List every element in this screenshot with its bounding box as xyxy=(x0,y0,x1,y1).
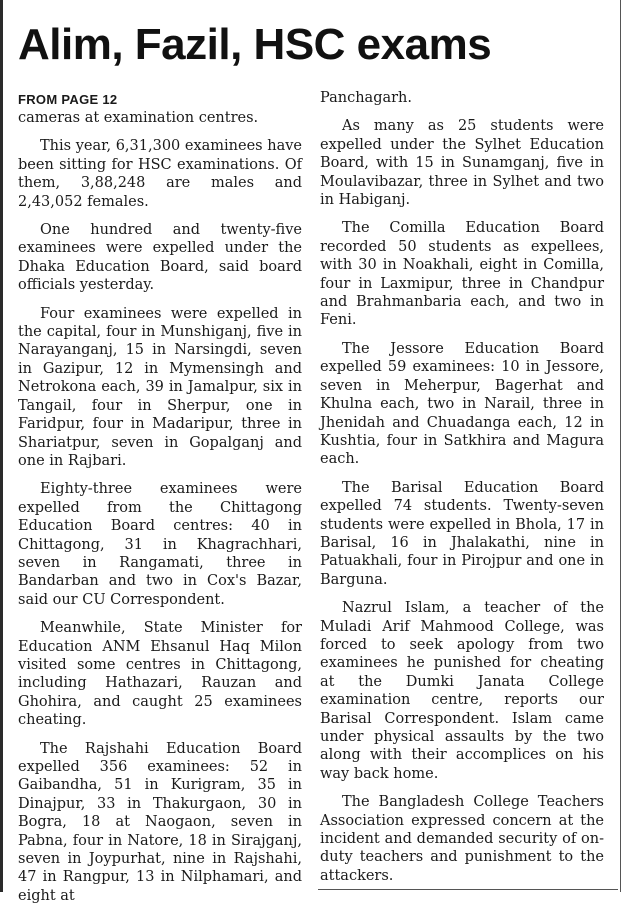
paragraph: The Comilla Education Board recorded 50 students as expellees, with 30 in Noakhali, eight in Comilla, four in Laxmipur, three in Chandpur and Brahmanbaria each, and two in Feni. xyxy=(320,220,604,329)
paragraph: As many as 25 students were expelled under the Sylhet Education Board, with 15 in Sunamganj, five in Moulavibazar, three in Sylhet and two in Habiganj. xyxy=(320,118,604,209)
paragraph: Eighty-three examinees were expelled from the Chittagong Education Board centres: 40 in Chittagong, 31 in Khagrachhari, seven in Rangamati, three in Bandarban and two in Cox's Bazar, said our CU Correspondent. xyxy=(18,481,302,608)
paragraph: The Bangladesh College Teachers Association expressed concern at the incident and demanded security of on-duty teachers and punishment to the attackers. xyxy=(320,794,604,884)
right-border-rule xyxy=(620,0,621,892)
paragraph: cameras at examination centres. xyxy=(18,110,259,126)
headline: Alim, Fazil, HSC exams xyxy=(18,20,492,69)
continuation-kicker: FROM PAGE 12 xyxy=(18,92,118,107)
paragraph: Meanwhile, State Minister for Education ANM Ehsanul Haq Milon visited some centres in Chittagong, including Hathazari, Rauzan and Ghohira, and caught 25 examinees cheating. xyxy=(18,620,302,729)
paragraph: Nazrul Islam, a teacher of the Muladi Arif Mahmood College, was forced to seek apology from two examinees he punished for cheating at the Dumki Janata College examination centre, reports our Barisal Correspondent. Islam came under physical assaults by the two along with their accomplices on his way back home. xyxy=(320,600,604,782)
paragraph: Panchagarh. xyxy=(320,90,412,106)
paragraph: One hundred and twenty-five examinees were expelled under the Dhaka Education Board, said board officials yesterday. xyxy=(18,222,302,294)
left-border-rule xyxy=(0,0,3,892)
paragraph: The Rajshahi Education Board expelled 356 examinees: 52 in Gaibandha, 51 in Kurigram, 35 in Dinajpur, 33 in Thakurgaon, 30 in Bogra, 18 at Naogaon, seven in Pabna, four in Natore, 18 in Sirajganj, seven in Joypurhat, nine in Rajshahi, 47 in Rangpur, 13 in Nilphamari, and eight at xyxy=(18,740,302,904)
left-column xyxy=(18,90,302,915)
paragraph: The Barisal Education Board expelled 74 students. Twenty-seven students were expelled in Bhola, 17 in Barisal, 16 in Jhalakathi, nine in Patuakhali, four in Pirojpur and one in Barguna. xyxy=(320,479,604,588)
paragraph: Four examinees were expelled in the capital, four in Munshiganj, five in Narayanganj, 15 in Narsingdi, seven in Gazipur, 12 in Mymensingh and Netrokona each, 39 in Jamalpur, six in Tangail, four in Sherpur, one in Faridpur, four in Madaripur, three in Shariatpur, seven in Gopalganj and one in Rajbari. xyxy=(18,305,302,469)
paragraph: The Jessore Education Board expelled 59 examinees: 10 in Jessore, seven in Meherpur, Bagerhat and Khulna each, two in Narail, three in Jhenidah and Chuadanga each, 12 in Kushtia, four in Satkhira and Magura each. xyxy=(320,340,604,468)
paragraph: This year, 6,31,300 examinees have been sitting for HSC examinations. Of them, 3,88,248 are males and 2,43,052 females. xyxy=(18,138,302,210)
right-column xyxy=(320,89,604,895)
